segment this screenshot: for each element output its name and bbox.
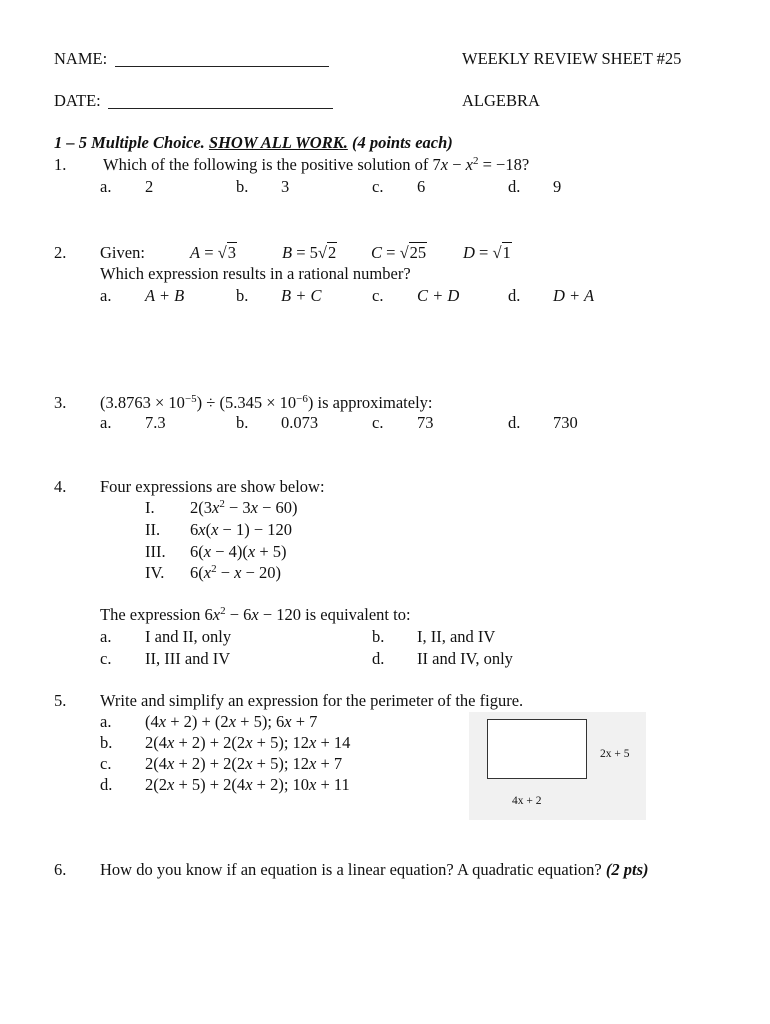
q2-prompt: Which expression results in a rational number? [100, 264, 411, 283]
q5-choice-c-letter: c. [100, 754, 112, 773]
q3-choice-b-letter: b. [236, 413, 249, 432]
q2-number: 2. [54, 243, 67, 262]
q4-equiv-suffix: is equivalent to: [301, 605, 411, 624]
q5-figure-bottom-label: 4x + 2 [512, 795, 542, 807]
q4-equiv-expression: $6x^2 - 6x - 120$ [204, 605, 302, 624]
q2-choice-d-letter: d. [508, 286, 521, 305]
q4-choice-a[interactable]: I and II, only [145, 627, 232, 646]
q4-intro: Four expressions are show below: [100, 477, 325, 496]
q4-choice-b[interactable]: I, II, and IV [417, 627, 496, 646]
q2-choice-a-letter: a. [100, 286, 112, 305]
q5-prompt: Write and simplify an expression for the perimeter of the figure. [100, 691, 524, 710]
q5-choice-b-letter: b. [100, 733, 113, 752]
q3-choice-d-letter: d. [508, 413, 521, 432]
q4-numeral-3: III. [145, 542, 166, 561]
q3-tail: is approximately: [313, 393, 433, 412]
q4-choice-c-letter: c. [100, 649, 112, 668]
q1-choice-b[interactable]: 3 [281, 177, 290, 196]
q5-figure-side-label: 2x + 5 [600, 748, 630, 760]
q1-choice-b-letter: b. [236, 177, 249, 196]
section-show-work: SHOW ALL WORK. [208, 133, 348, 152]
q2-given-d: D = √1 [463, 243, 511, 262]
q4-choice-d-letter: d. [372, 649, 385, 668]
q3-choice-c[interactable]: 73 [417, 413, 434, 432]
q4-choice-d[interactable]: II and IV, only [417, 649, 513, 668]
section-heading [54, 133, 453, 153]
q1-choice-a-letter: a. [100, 177, 112, 196]
q1-prefix: Which of the following is the positive solution of [103, 155, 433, 174]
q5-choice-d[interactable]: 2(2x + 5) + 2(4x + 2); 10x + 11 [145, 775, 350, 794]
q4-choice-b-letter: b. [372, 627, 385, 646]
q1-choice-c-letter: c. [372, 177, 384, 196]
q4-numeral-1: I. [145, 498, 155, 517]
q1-choice-d[interactable]: 9 [553, 177, 562, 196]
name-field-line[interactable] [115, 66, 329, 67]
q3-choice-a-letter: a. [100, 413, 112, 432]
q2-given-a: A = √3 [190, 243, 236, 262]
q4-expression-3: 6(x − 4)(x + 5) [190, 542, 287, 561]
q4-equiv-prefix: The expression [100, 605, 205, 624]
q4-equiv-stem [100, 605, 411, 625]
section-range: 1 – 5 [54, 133, 87, 152]
q5-choice-a-letter: a. [100, 712, 112, 731]
q1-choice-d-letter: d. [508, 177, 521, 196]
date-field-line[interactable] [108, 108, 333, 109]
q4-expression-4: $6(x^2 - x - 20)$ [190, 563, 282, 582]
q6-number: 6. [54, 860, 67, 879]
q3-choice-a[interactable]: 7.3 [145, 413, 166, 432]
q4-choice-c[interactable]: II, III and IV [145, 649, 231, 668]
q2-given-c: C = √25 [371, 243, 427, 262]
q1-equation: $7x - x^2 = -18$ [432, 155, 522, 174]
q1-suffix: ? [521, 155, 530, 174]
q4-choice-a-letter: a. [100, 627, 112, 646]
q2-given-b: B = 5√2 [282, 243, 337, 262]
q4-numeral-2: II. [145, 520, 161, 539]
q1-choice-c[interactable]: 6 [417, 177, 426, 196]
q1-choice-a[interactable]: 2 [145, 177, 154, 196]
q3-stem [100, 393, 433, 413]
subject-label: ALGEBRA [462, 91, 540, 110]
q5-choice-a[interactable]: (4x + 2) + (2x + 5); 6x + 7 [145, 712, 318, 731]
q6-stem [100, 860, 649, 880]
q1-number: 1. [54, 155, 67, 174]
q5-choice-c[interactable]: 2(4x + 2) + 2(2x + 5); 12x + 7 [145, 754, 343, 773]
q5-choice-d-letter: d. [100, 775, 113, 794]
q4-number: 4. [54, 477, 67, 496]
section-points: (4 points each) [351, 133, 453, 152]
q1-stem [103, 155, 529, 175]
q3-expression: $(3.8763 \times 10^{-5}) \div (5.345 \times 10^{-6})$ [100, 393, 314, 412]
q2-choice-b-letter: b. [236, 286, 249, 305]
q4-expression-1: $2(3x^2 - 3x - 60)$ [190, 498, 298, 517]
q3-choice-b[interactable]: 0.073 [281, 413, 319, 432]
q2-choice-b[interactable]: B + C [281, 286, 322, 305]
q3-choice-d[interactable]: 730 [553, 413, 578, 432]
q5-choice-b[interactable]: 2(4x + 2) + 2(2x + 5); 12x + 14 [145, 733, 351, 752]
q6-prompt: How do you know if an equation is a linear equation? A quadratic equation? [100, 860, 602, 879]
q5-figure-rectangle [487, 719, 587, 779]
q5-number: 5. [54, 691, 67, 710]
q2-choice-d[interactable]: D + A [553, 286, 595, 305]
q6-points: (2 pts) [605, 860, 649, 879]
q3-number: 3. [54, 393, 67, 412]
q3-choice-c-letter: c. [372, 413, 384, 432]
q2-given-label: Given: [100, 243, 145, 262]
name-label: NAME: [54, 49, 108, 68]
sheet-title: WEEKLY REVIEW SHEET #25 [462, 49, 682, 68]
q2-choice-c[interactable]: C + D [417, 286, 460, 305]
date-label: DATE: [54, 91, 101, 110]
q2-choice-a[interactable]: A + B [145, 286, 185, 305]
q4-expression-2: 6x(x − 1) − 120 [190, 520, 293, 539]
q2-choice-c-letter: c. [372, 286, 384, 305]
q4-numeral-4: IV. [145, 563, 165, 582]
section-kind: Multiple Choice. [91, 133, 205, 152]
